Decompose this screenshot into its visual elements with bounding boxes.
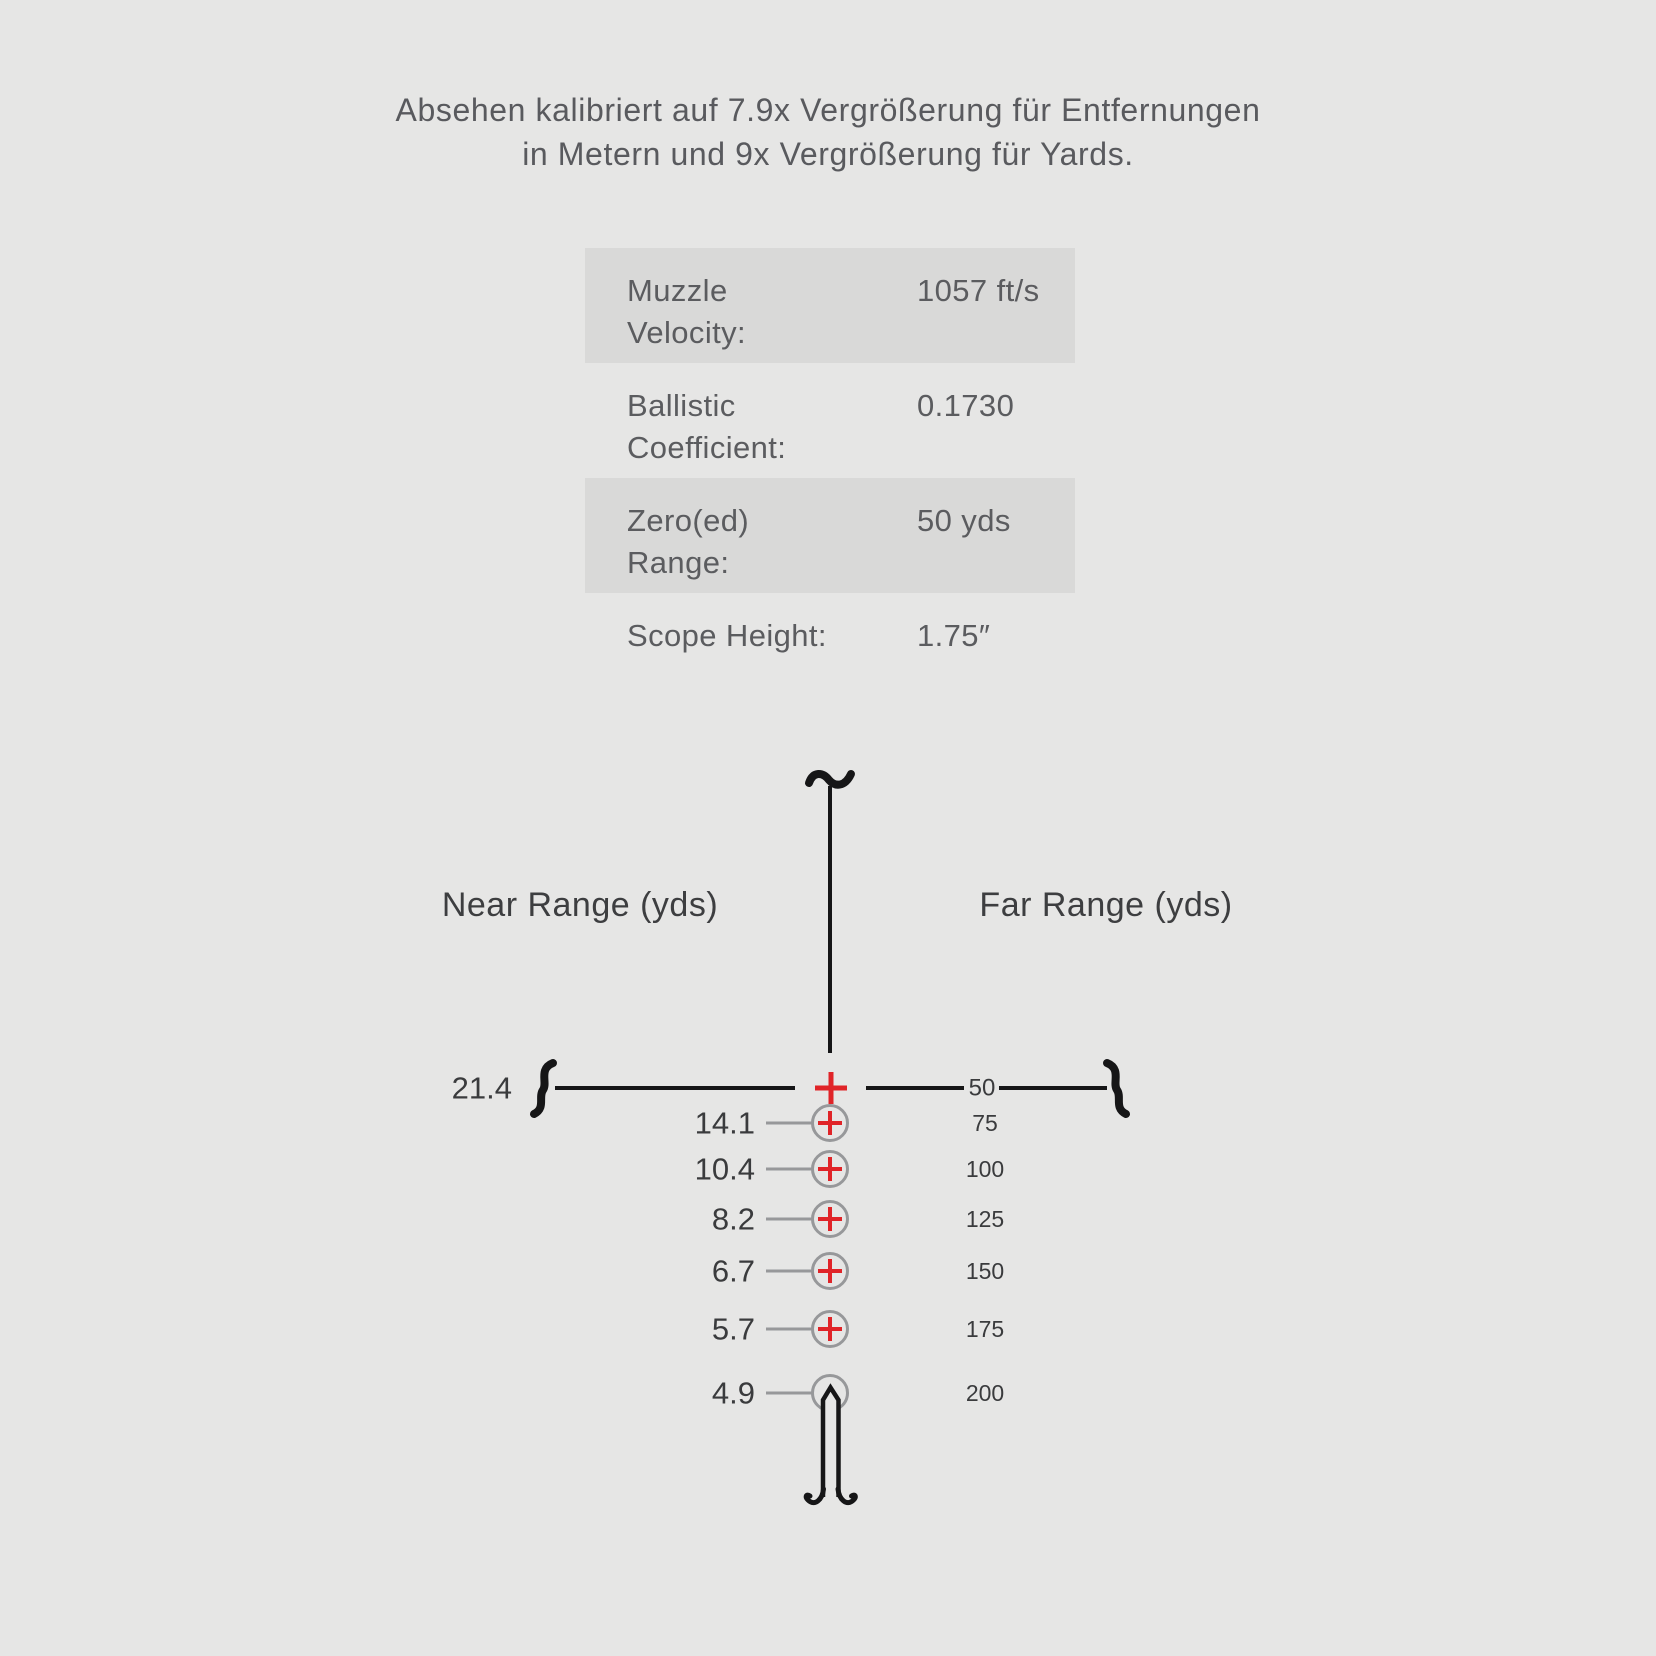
far-value: 125 [965, 1206, 1005, 1232]
far-value: 100 [965, 1156, 1005, 1182]
row-label: Ballistic Coefficient: [627, 388, 787, 465]
near-value: 14.1 [694, 1105, 755, 1141]
near-value: 4.9 [711, 1375, 755, 1411]
far-value: 150 [965, 1258, 1005, 1284]
far-value: 200 [965, 1380, 1005, 1406]
far-range-header: Far Range (yds) [979, 886, 1233, 924]
far-value: 175 [965, 1316, 1005, 1342]
title-line-2: in Metern und 9x Vergrößerung für Yards. [522, 136, 1134, 172]
holdover-row [712, 1254, 1004, 1289]
near-range-header: Near Range (yds) [441, 886, 719, 924]
holdover-row [712, 1202, 1004, 1237]
row-value: 50 yds [917, 503, 1011, 538]
bottom-post-outline [823, 1388, 839, 1498]
top-break-squiggle-icon [809, 774, 851, 785]
bottom-post-left-flare-icon [806, 1489, 823, 1503]
left-break-squiggle-icon [534, 1063, 553, 1114]
title-line-1: Absehen kalibriert auf 7.9x Vergrößerung für Entfernungen [395, 92, 1261, 128]
row-label: Zero(ed) Range: [627, 503, 750, 580]
holdover-row [712, 1376, 1004, 1411]
near-value: 6.7 [711, 1253, 755, 1289]
right-break-squiggle-icon [1107, 1063, 1126, 1114]
row-value: 0.1730 [917, 388, 1015, 423]
holdover-row [695, 1152, 1005, 1187]
holdover-row [712, 1312, 1004, 1347]
row-label: Muzzle Velocity: [627, 273, 747, 350]
row-value: 1057 ft/s [917, 273, 1040, 308]
row-label: Scope Height: [627, 618, 827, 653]
holdover-row [695, 1106, 998, 1141]
bottom-post-right-flare-icon [838, 1489, 855, 1503]
near-value: 10.4 [694, 1151, 755, 1187]
near-value: 5.7 [711, 1311, 755, 1347]
main-near-value: 21.4 [451, 1070, 512, 1106]
near-value: 8.2 [711, 1201, 755, 1237]
row-value: 1.75″ [917, 618, 991, 653]
main-far-value: 50 [968, 1074, 996, 1102]
far-value: 75 [972, 1110, 998, 1136]
